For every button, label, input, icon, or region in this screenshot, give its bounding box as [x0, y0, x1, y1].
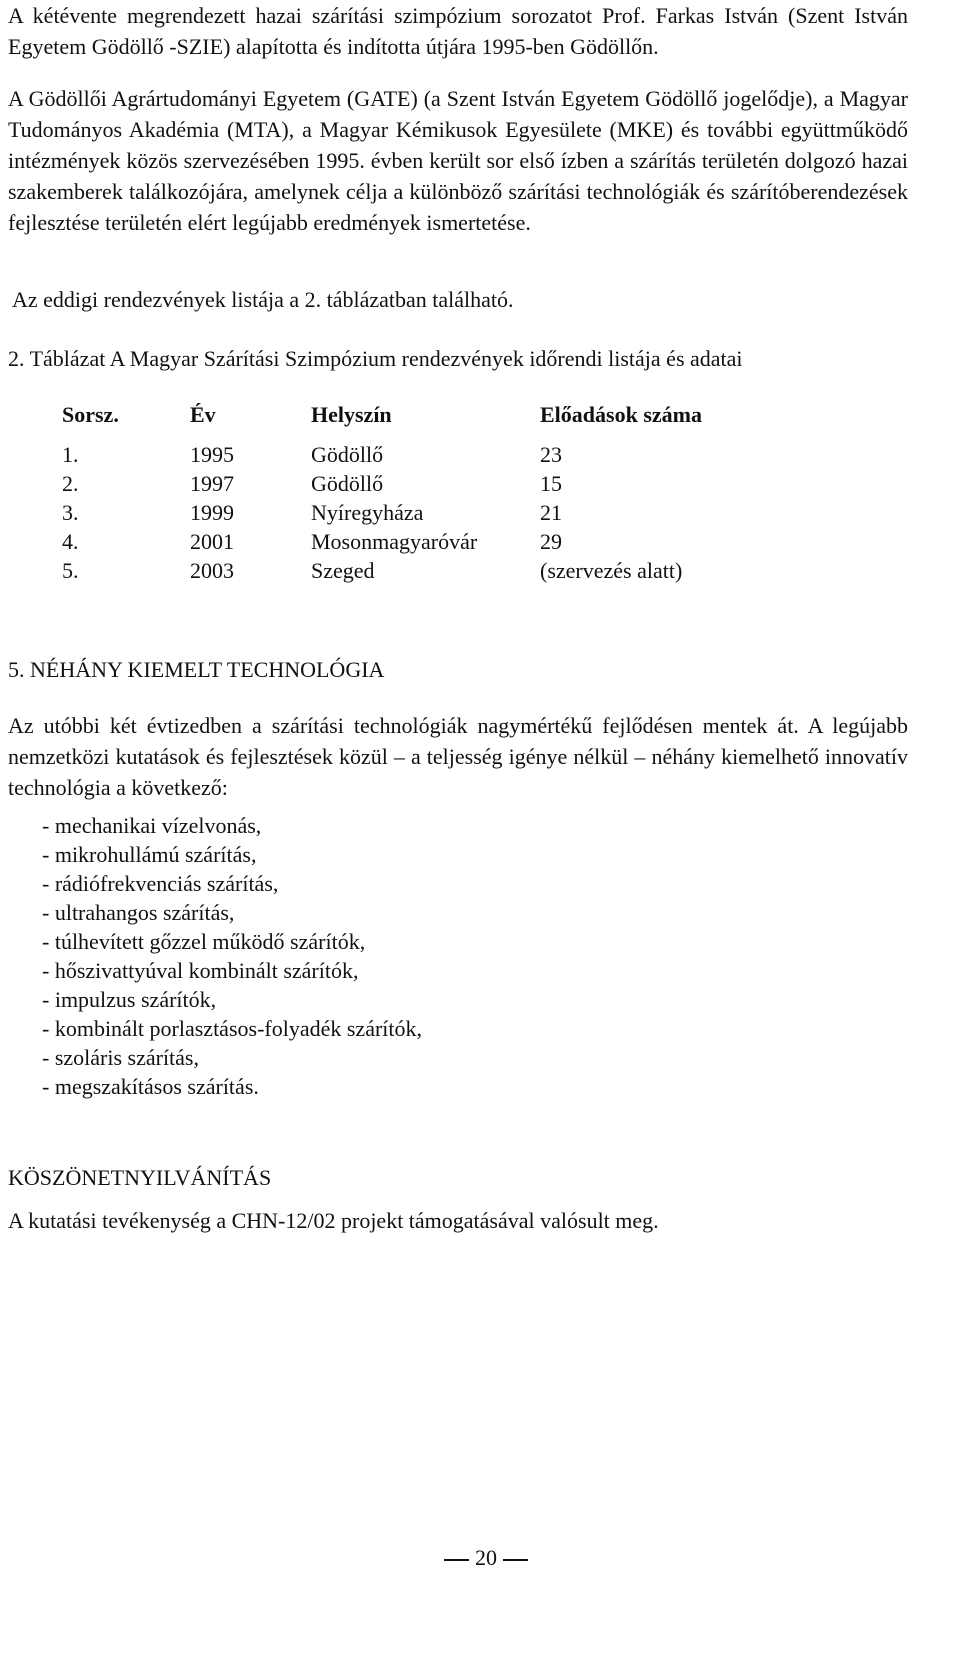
- page-number-text: 20: [475, 1545, 497, 1570]
- header-helyszin: Helyszín: [311, 402, 392, 427]
- cell-ev: 2001: [190, 529, 234, 554]
- list-item: - megszakításos szárítás.: [42, 1074, 259, 1099]
- history-paragraph: A Gödöllői Agrártudományi Egyetem (GATE) (a Szent István Egyetem Gödöllő jogelődje), a Magyar Tudományos Akadémia (MTA), a Magyar Kémikusok Egyesülete (MKE) és további együttműködő intézmények közös szervezésében 1995. évben került sor első ízben a szárítás területén dolgozó hazai szakemberek találkozójára, amelynek célja a különböző szárítási technológiák és szárítóberendezések fejlesztése területén elért legújabb eredmények ismertetése.: [8, 86, 908, 235]
- dash-right: [503, 1559, 528, 1561]
- intro-paragraph: A kétévente megrendezett hazai szárítási szimpózium sorozatot Prof. Farkas István (Szent István Egyetem Gödöllő -SZIE) alapította és indította útjára 1995-ben Gödöllőn.: [8, 3, 908, 59]
- cell-ev: 2003: [190, 558, 234, 583]
- list-item: - túlhevített gőzzel működő szárítók,: [42, 929, 366, 954]
- table-row: [62, 471, 780, 500]
- header-eloadasok: Előadások száma: [540, 402, 702, 427]
- header-ev: Év: [190, 402, 216, 427]
- list-item: - kombinált porlasztásos-folyadék szárítók,: [42, 1016, 423, 1041]
- cell-eloadasok: 23: [540, 442, 562, 467]
- cell-helyszin: Gödöllő: [311, 442, 384, 467]
- dash-left: [444, 1559, 469, 1561]
- cell-ev: 1995: [190, 442, 234, 467]
- cell-ev: 1999: [190, 500, 234, 525]
- symposium-table: [62, 402, 780, 587]
- section-heading: 5. NÉHÁNY KIEMELT TECHNOLÓGIA: [8, 657, 385, 682]
- list-item: - hőszivattyúval kombinált szárítók,: [42, 958, 359, 983]
- cell-sorsz: 4.: [62, 529, 79, 554]
- cell-eloadasok: 15: [540, 471, 562, 496]
- table-row: [62, 500, 780, 529]
- cell-sorsz: 2.: [62, 471, 79, 496]
- list-item: - szoláris szárítás,: [42, 1045, 199, 1070]
- cell-sorsz: 1.: [62, 442, 79, 467]
- list-item: - mikrohullámú szárítás,: [42, 842, 257, 867]
- cell-eloadasok: (szervezés alatt): [540, 558, 683, 583]
- cell-eloadasok: 21: [540, 500, 562, 525]
- cell-helyszin: Szeged: [311, 558, 375, 583]
- table-reference-paragraph: Az eddigi rendezvények listája a 2. táblázatban található.: [12, 287, 514, 312]
- cell-sorsz: 5.: [62, 558, 79, 583]
- acknowledgement-text: A kutatási tevékenység a CHN-12/02 projekt támogatásával valósult meg.: [8, 1208, 659, 1233]
- acknowledgement-heading: KÖSZÖNETNYILVÁNÍTÁS: [8, 1165, 272, 1190]
- cell-sorsz: 3.: [62, 500, 79, 525]
- cell-helyszin: Mosonmagyaróvár: [311, 529, 478, 554]
- list-item: - rádiófrekvenciás szárítás,: [42, 871, 279, 896]
- page-number: [438, 1545, 534, 1571]
- list-item: - ultrahangos szárítás,: [42, 900, 235, 925]
- table-row: [62, 558, 780, 587]
- cell-ev: 1997: [190, 471, 234, 496]
- table-row: [62, 442, 780, 471]
- cell-helyszin: Gödöllő: [311, 471, 384, 496]
- technology-intro-paragraph: Az utóbbi két évtizedben a szárítási technológiák nagymértékű fejlődésen mentek át. A legújabb nemzetközi kutatások és fejlesztések közül – a teljesség igénye nélkül – néhány kiemelhető innovatív technológia a következő:: [8, 713, 908, 800]
- list-item: - mechanikai vízelvonás,: [42, 813, 262, 838]
- list-item: - impulzus szárítók,: [42, 987, 217, 1012]
- table-caption: 2. Táblázat A Magyar Szárítási Szimpózium rendezvények időrendi listája és adatai: [8, 346, 743, 371]
- table-row: [62, 529, 780, 558]
- cell-eloadasok: 29: [540, 529, 562, 554]
- technology-list: [42, 811, 422, 1101]
- table-header-row: [62, 402, 780, 442]
- header-sorsz: Sorsz.: [62, 402, 119, 427]
- cell-helyszin: Nyíregyháza: [311, 500, 424, 525]
